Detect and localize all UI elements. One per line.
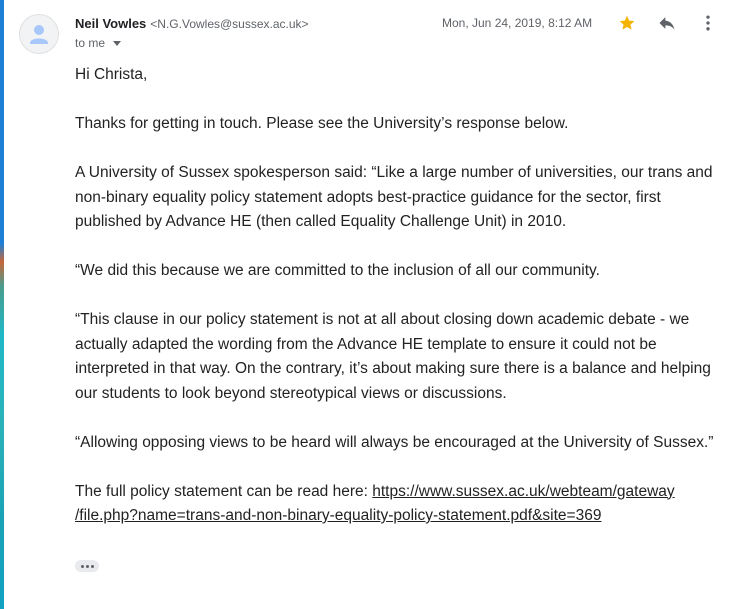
dot (81, 565, 84, 568)
link-intro: The full policy statement can be read here: (75, 482, 373, 500)
greeting: Hi Christa, (75, 66, 148, 83)
body-paragraph: “This clause in our policy statement is not at all about closing down academic debate - we actually adapted the wording from the Advance HE template to ensure it could not be interpreted in that way. On the contrary, it’s about making sure there is a balance and helping our students to look beyond stereotypical views or discussions. (75, 311, 711, 402)
sender-avatar[interactable] (19, 14, 59, 54)
person-icon (20, 15, 58, 53)
body-paragraph: Thanks for getting in touch. Please see the University’s response below. (75, 115, 569, 132)
email-body (75, 63, 717, 553)
recipient-label: to me (75, 36, 106, 50)
dot (86, 565, 89, 568)
recipient-details-toggle[interactable] (75, 36, 121, 50)
sender-email: <N.G.Vowles@sussex.ac.uk> (150, 17, 309, 31)
star-icon (618, 14, 636, 32)
link-text-part-2: /file.php?name=trans-and-non-binary-equality-policy-statement.pdf&site=369 (75, 507, 602, 524)
reply-icon (657, 13, 677, 33)
link-text-part-1: https://www.sussex.ac.uk/webteam/gateway (372, 482, 675, 500)
chevron-down-icon[interactable] (113, 41, 121, 46)
background-edge (0, 0, 4, 609)
star-button[interactable] (614, 10, 640, 36)
body-paragraph: A University of Sussex spokesperson said: “Like a large number of universities, our trans and non-binary equality policy statement adopts best-practice guidance for the sector, first published by Advance HE (then called Equality Challenge Unit) in 2010. (75, 164, 713, 230)
reply-button[interactable] (654, 10, 680, 36)
sender-name[interactable]: Neil Vowles (75, 16, 147, 31)
show-trimmed-content-button[interactable] (75, 560, 99, 572)
body-paragraph: “Allowing opposing views to be heard will always be encouraged at the University of Sussex.” (75, 433, 714, 451)
body-paragraph: “We did this because we are committed to the inclusion of all our community. (75, 262, 600, 279)
more-vert-icon (698, 13, 718, 33)
more-options-button[interactable] (695, 10, 721, 36)
email-timestamp: Mon, Jun 24, 2019, 8:12 AM (442, 16, 593, 30)
policy-link-paragraph (75, 480, 717, 529)
sender-line (75, 15, 309, 33)
dot (91, 565, 94, 568)
